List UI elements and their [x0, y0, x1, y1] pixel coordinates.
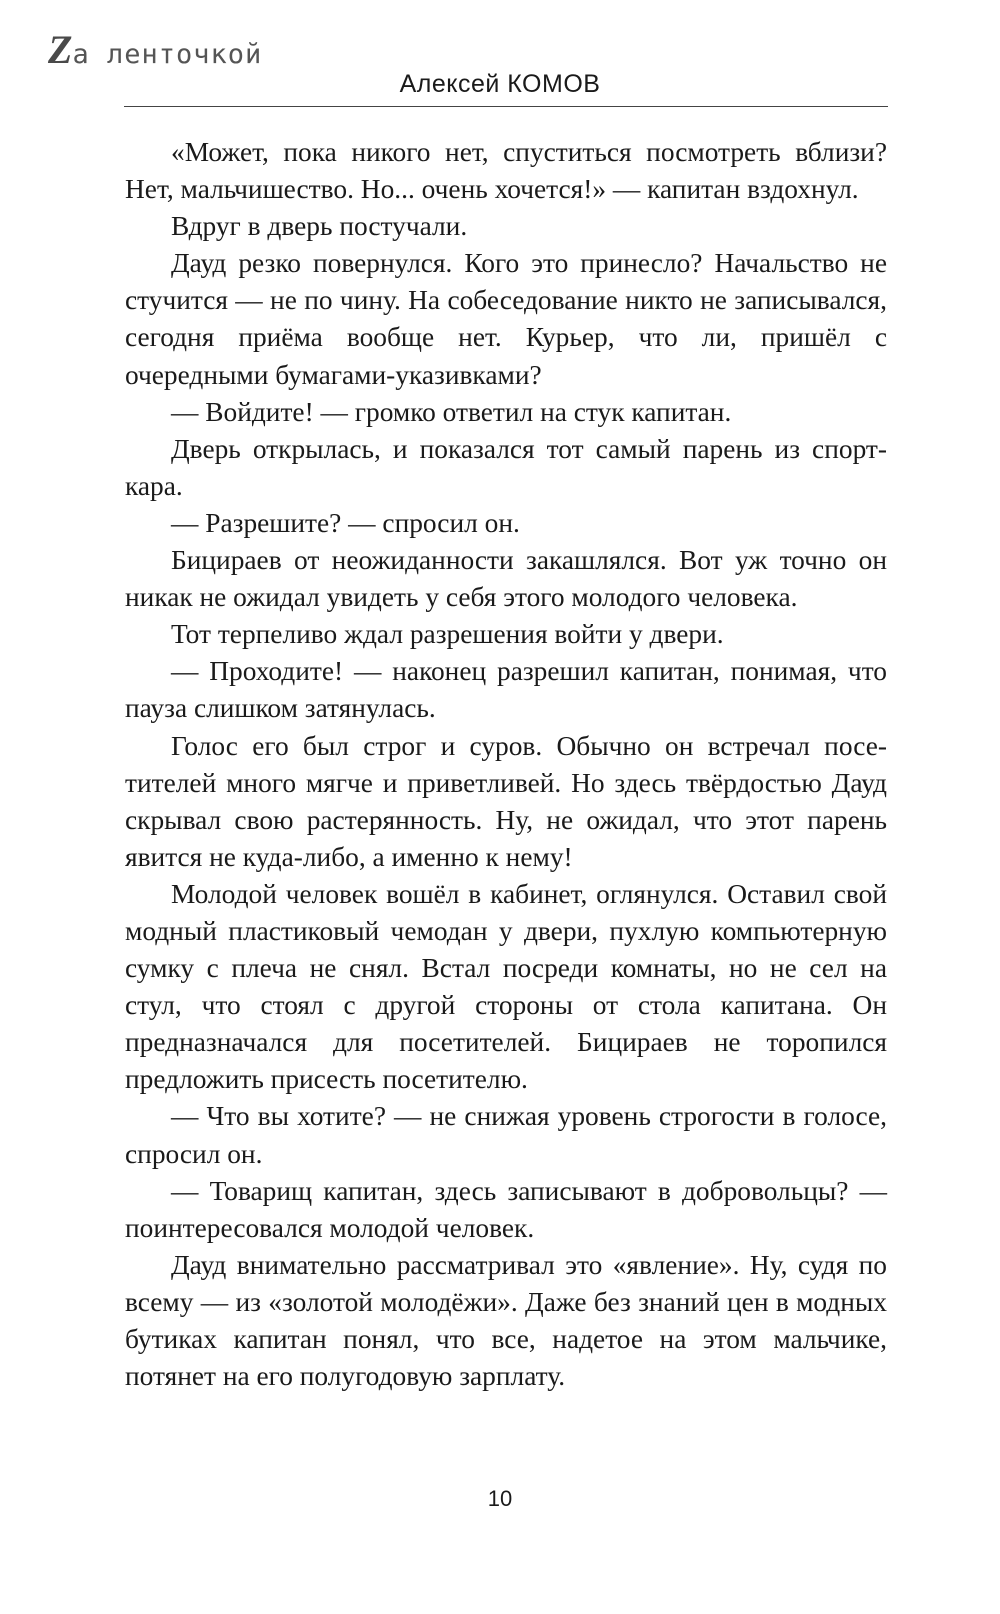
page-number: 10 — [487, 1486, 513, 1511]
paragraph: «Может, пока никого нет, спуститься посмотреть вблизи? Нет, мальчишество. Но... очень хочется!» — капитан вздохнул. — [125, 137, 887, 205]
paragraph: — Проходите! — наконец разрешил капитан, понимая, что пауза слишком затянулась. — [125, 656, 887, 724]
paragraph: Молодой человек вошёл в кабинет, оглянулся. Оставил свой модный пластиковый чемодан у двери, пухлую компьютерную сумку с плеча не снял. Встал посреди комнаты, но не сел на стул, что стоял с другой стороны от стола капитана. Он предназначался для посетителей. Бицираев не торопился предложить присесть посетителю. — [125, 878, 887, 1095]
paragraph: Бицираев от неожиданности закашлялся. Вот уж точно он никак не ожидал увидеть у себя этого молодого человека. — [125, 545, 887, 613]
paragraph: — Товарищ капитан, здесь записывают в добровольцы? — поинтересовался молодой человек. — [125, 1175, 887, 1243]
header-rule — [124, 106, 888, 107]
paragraph: — Что вы хотите? — не снижая уровень строгости в голосе, спросил он. — [125, 1101, 887, 1169]
paragraph: Вдруг в дверь постучали. — [171, 211, 468, 242]
paragraph: — Войдите! — громко ответил на стук капитан. — [171, 396, 732, 427]
series-logo — [48, 27, 263, 72]
series-logo-text: a ленточкой — [72, 39, 263, 70]
body-text — [125, 134, 887, 1395]
paragraph: Дауд внимательно рассматривал это «явление». Ну, судя по всему — из «золотой молодёжи». Даже без знаний цен в модных бутиках капитан понял, что все, надетое на этом мальчике, потянет на его полугодовую зарплату. — [125, 1249, 887, 1392]
running-head-author: Алексей КОМОВ — [399, 70, 601, 98]
paragraph: Дверь открылась, и показался тот самый парень из спорткара. — [125, 433, 887, 501]
paragraph: Дауд резко повернулся. Кого это принесло? Начальство не стучится — не по чину. На собеседование никто не записывался, сегодня приёма вообще нет. Курьер, что ли, пришёл с очередными бумагами-указивками? — [125, 248, 887, 390]
paragraph: — Разрешите? — спросил он. — [171, 507, 520, 538]
paragraph: Тот терпеливо ждал разрешения войти у двери. — [171, 619, 724, 650]
paragraph: Голос его был строг и суров. Обычно он встречал посетителей много мягче и приветливей. Но здесь твёрдостью Дауд скрывал свою растерянность. Ну, не ожидал, что этот парень явится не куда-либо, а именно к нему! — [125, 730, 887, 872]
series-logo-initial: Z — [48, 27, 73, 72]
